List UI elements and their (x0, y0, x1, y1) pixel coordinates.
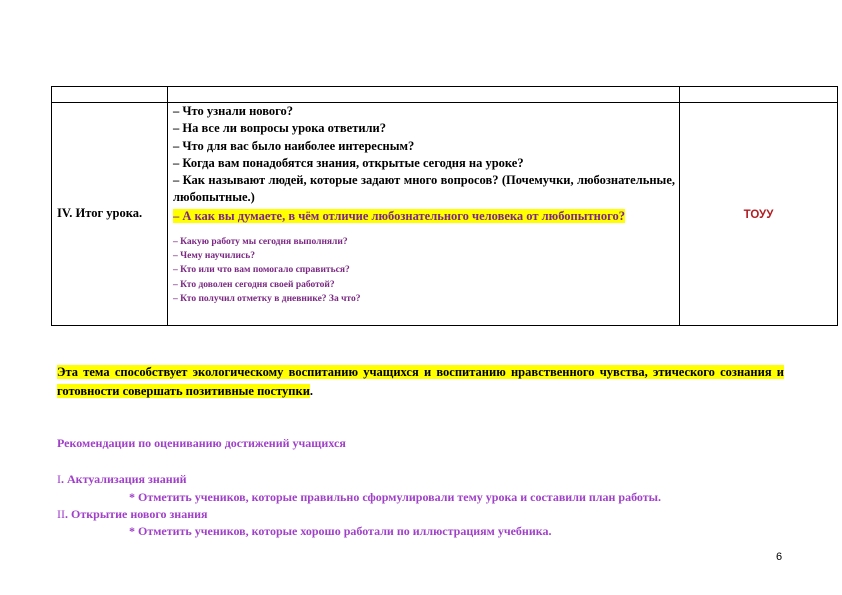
stage-label: IV. Итог урока. (57, 205, 143, 220)
header-cell (168, 87, 680, 103)
theme-paragraph (57, 363, 784, 400)
recommendation-note (129, 490, 661, 505)
questions-cell (168, 103, 680, 326)
note-text: * Отметить учеников, которые правильно сформулировали тему урока и составили план работы. (129, 490, 662, 504)
theme-end: . (309, 383, 314, 398)
method-label: ТОУУ (743, 209, 774, 221)
theme-text: Эта тема способствует экологическому воспитанию учащихся и воспитанию нравственного чувства, этического сознания и готовности совершать позитивные поступки (57, 365, 784, 398)
sub-question: – Кто или что вам помогало справиться? (173, 265, 350, 276)
question-line: – Что для вас было наиболее интересным? (173, 138, 415, 153)
method-cell (680, 103, 838, 326)
recommendation-note (129, 524, 552, 539)
question-line: – Когда вам понадобятся знания, открытые сегодня на уроке? (173, 155, 524, 170)
question-line: – Как называют людей, которые задают много вопросов? (Почемучки, любознательные, любопытные.) (173, 173, 675, 205)
header-cell (52, 87, 168, 103)
page-number: 6 (776, 551, 783, 563)
recommendation-heading (57, 507, 208, 522)
note-text: * Отметить учеников, которые хорошо работали по иллюстрациям учебника. (129, 524, 552, 538)
roman-numeral: II (57, 507, 65, 521)
section-heading: . Открытие нового знания (65, 507, 208, 521)
sub-question: – Кто доволен сегодня своей работой? (173, 279, 335, 290)
lesson-table (51, 86, 838, 326)
recommendations-title: Рекомендации по оцениванию достижений учащихся (57, 436, 346, 450)
header-cell (680, 87, 838, 103)
sub-question: – Какую работу мы сегодня выполняли? (173, 237, 348, 248)
stage-cell (52, 103, 168, 326)
questions-block (168, 103, 679, 325)
sub-question: – Чему научились? (173, 251, 256, 262)
question-line: – На все ли вопросы урока ответили? (173, 121, 387, 136)
table-row (52, 103, 838, 326)
highlighted-question: – А как вы думаете, в чём отличие любознательного человека от любопытного? (173, 208, 625, 223)
sub-question: – Кто получил отметку в дневнике? За что? (173, 293, 361, 304)
roman-numeral: I (57, 472, 61, 486)
recommendation-heading (57, 472, 187, 487)
question-line: – Что узнали нового? (173, 104, 293, 118)
table-header-row (52, 87, 838, 103)
section-heading: . Актуализация знаний (61, 472, 187, 486)
